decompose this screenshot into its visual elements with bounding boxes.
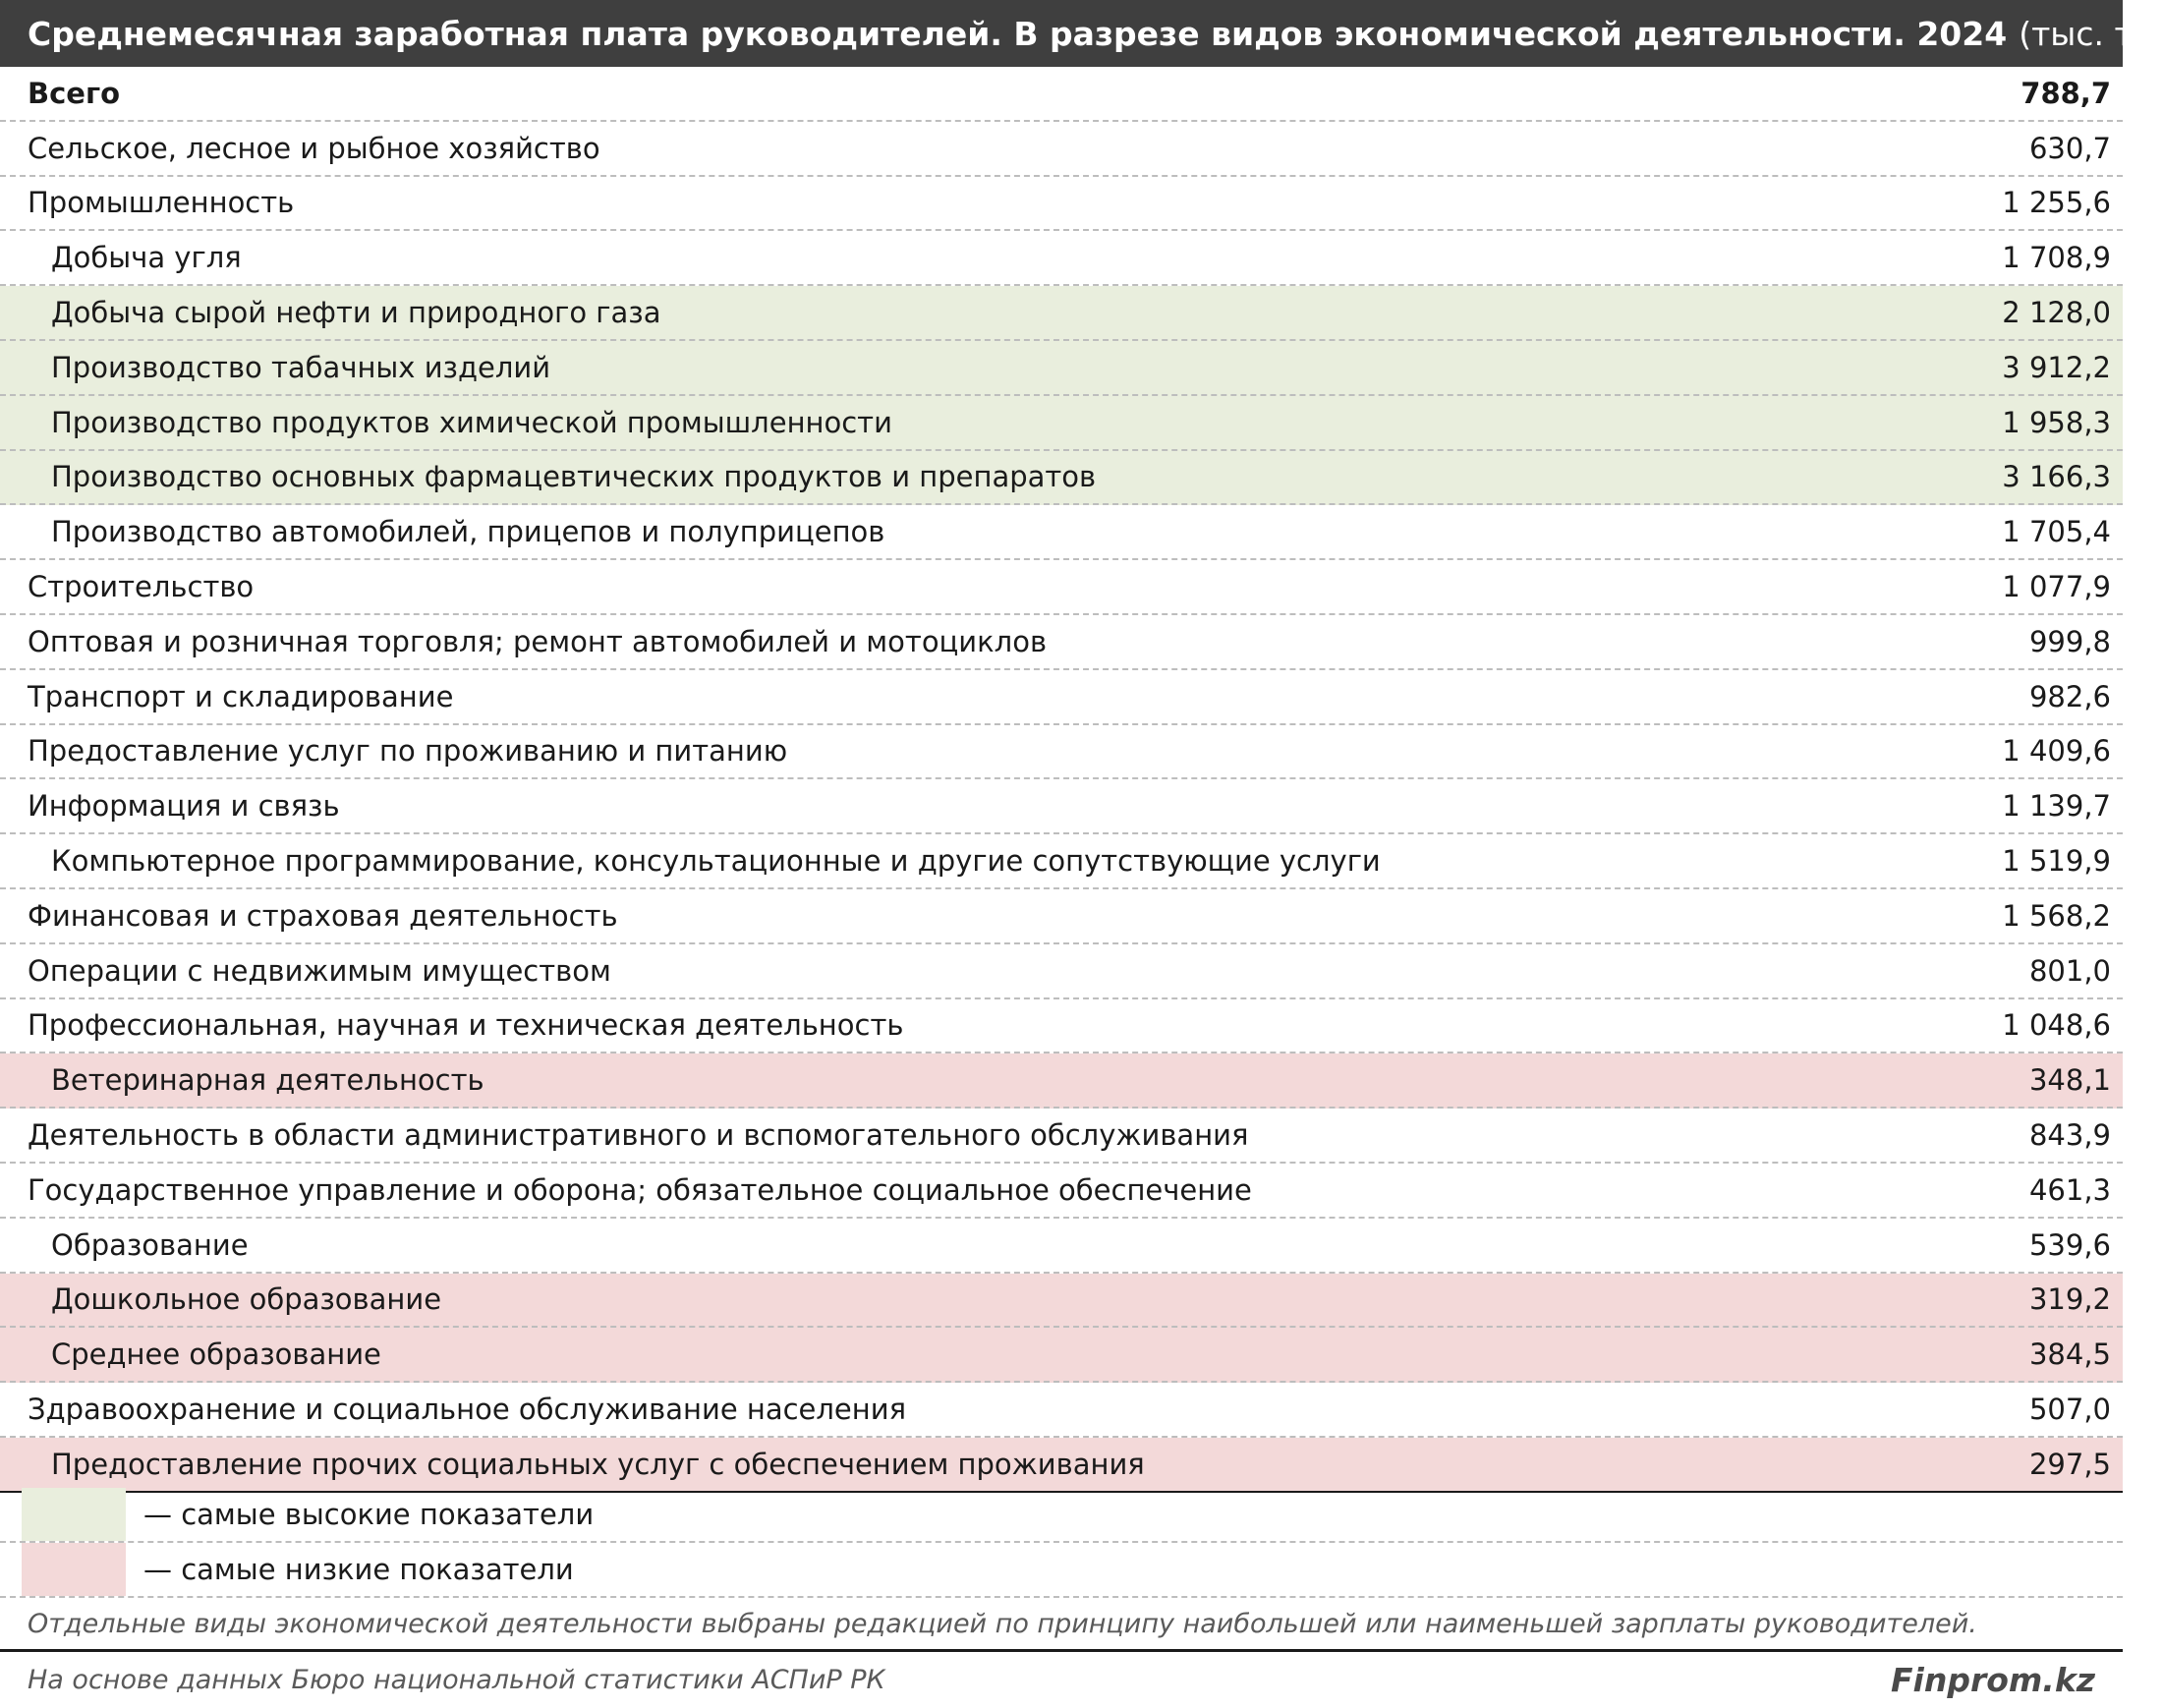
table-row (0, 341, 2123, 396)
row-label: Финансовая и страховая деятельность (28, 898, 618, 933)
table-row (0, 834, 2123, 889)
table-row (0, 1328, 2123, 1383)
table-row (0, 889, 2123, 944)
table-row (0, 615, 2123, 670)
source-text: На основе данных Бюро национальной статистики АСПиР РК (28, 1665, 885, 1695)
row-value: 297,5 (2028, 1447, 2111, 1481)
row-value: 3 166,3 (2002, 460, 2111, 494)
row-label: Здравоохранение и социальное обслуживание населения (28, 1393, 907, 1427)
row-value: 319,2 (2028, 1282, 2111, 1317)
row-value: 801,0 (2028, 953, 2111, 988)
brand-logo-text: Finprom.kz (1891, 1661, 2095, 1699)
legend-item-high (0, 1488, 2123, 1543)
row-label: Строительство (28, 570, 255, 604)
row-label: Предоставление услуг по проживанию и питанию (28, 734, 788, 769)
row-label: Транспорт и складирование (28, 679, 454, 713)
table-row (0, 286, 2123, 341)
row-value: 348,1 (2028, 1063, 2111, 1098)
row-value: 843,9 (2028, 1118, 2111, 1153)
row-value: 1 139,7 (2002, 789, 2111, 824)
table-row (0, 670, 2123, 725)
row-value: 461,3 (2028, 1172, 2111, 1207)
table-row (0, 505, 2123, 560)
row-value: 788,7 (2021, 76, 2111, 110)
row-label: Компьютерное программирование, консультационные и другие сопутствующие услуги (51, 844, 1381, 879)
table-row (0, 999, 2123, 1054)
footer (0, 1652, 2123, 1708)
table-row (0, 560, 2123, 615)
row-value: 3 912,2 (2002, 350, 2111, 384)
row-label: Образование (51, 1227, 249, 1262)
row-value: 999,8 (2028, 624, 2111, 658)
row-value: 1 048,6 (2002, 1008, 2111, 1043)
table-row (0, 1219, 2123, 1274)
row-label: Производство табачных изделий (51, 350, 551, 384)
row-value: 2 128,0 (2002, 296, 2111, 330)
table-row (0, 1164, 2123, 1219)
row-label: Ветеринарная деятельность (51, 1063, 484, 1098)
table-row (0, 1274, 2123, 1329)
row-label: Дошкольное образование (51, 1282, 442, 1317)
table-row (0, 725, 2123, 780)
salary-table-body (0, 67, 2123, 1493)
legend-swatch-high (22, 1488, 126, 1541)
row-label: Деятельность в области административного и вспомогательного обслуживания (28, 1118, 1249, 1153)
table-row (0, 177, 2123, 232)
row-label: Всего (28, 76, 121, 110)
row-label: Производство автомобилей, прицепов и полуприцепов (51, 515, 885, 549)
table-row (0, 1383, 2123, 1438)
row-value: 1 519,9 (2002, 844, 2111, 879)
row-value: 1 958,3 (2002, 405, 2111, 439)
table-row (0, 451, 2123, 506)
editorial-note: Отдельные виды экономической деятельности выбраны редакцией по принципу наибольшей или наименьшей зарплаты руководителей. (0, 1598, 2123, 1652)
row-label: Производство продуктов химической промышленности (51, 405, 892, 439)
legend-item-low (0, 1543, 2123, 1598)
row-value: 630,7 (2028, 131, 2111, 165)
row-label: Производство основных фармацевтических продуктов и препаратов (51, 460, 1097, 494)
table-row (0, 396, 2123, 451)
legend-label-low: — самые низкие показатели (143, 1552, 574, 1586)
legend-swatch-low (22, 1543, 126, 1596)
table-row (0, 779, 2123, 834)
table-row (0, 944, 2123, 999)
row-label: Информация и связь (28, 789, 340, 824)
table-row (0, 122, 2123, 177)
table-row (0, 1438, 2123, 1493)
row-label: Профессиональная, научная и техническая деятельность (28, 1008, 904, 1043)
row-value: 1 409,6 (2002, 734, 2111, 769)
row-label: Добыча сырой нефти и природного газа (51, 296, 661, 330)
table-unit: (тыс. тг) (2019, 14, 2163, 53)
legend (0, 1488, 2123, 1598)
row-label: Операции с недвижимым имуществом (28, 953, 611, 988)
row-label: Оптовая и розничная торговля; ремонт автомобилей и мотоциклов (28, 624, 1048, 658)
row-value: 1 255,6 (2002, 186, 2111, 220)
table-row (0, 231, 2123, 286)
row-label: Сельское, лесное и рыбное хозяйство (28, 131, 600, 165)
row-label: Промышленность (28, 186, 295, 220)
row-value: 1 568,2 (2002, 898, 2111, 933)
table-row (0, 1109, 2123, 1164)
row-value: 1 705,4 (2002, 515, 2111, 549)
table-row (0, 67, 2123, 122)
table-title: Среднемесячная заработная плата руководителей. В разрезе видов экономической деятельности. 2024 (28, 14, 2008, 53)
row-value: 1 077,9 (2002, 570, 2111, 604)
row-label: Государственное управление и оборона; обязательное социальное обеспечение (28, 1172, 1252, 1207)
table-title-bar (0, 0, 2163, 67)
row-value: 982,6 (2028, 679, 2111, 713)
table-row (0, 1053, 2123, 1109)
row-label: Предоставление прочих социальных услуг с обеспечением проживания (51, 1447, 1145, 1481)
legend-label-high: — самые высокие показатели (143, 1497, 595, 1531)
row-label: Добыча угля (51, 241, 242, 275)
row-value: 539,6 (2028, 1227, 2111, 1262)
row-label: Среднее образование (51, 1338, 381, 1372)
row-value: 507,0 (2028, 1393, 2111, 1427)
row-value: 1 708,9 (2002, 241, 2111, 275)
row-value: 384,5 (2028, 1338, 2111, 1372)
